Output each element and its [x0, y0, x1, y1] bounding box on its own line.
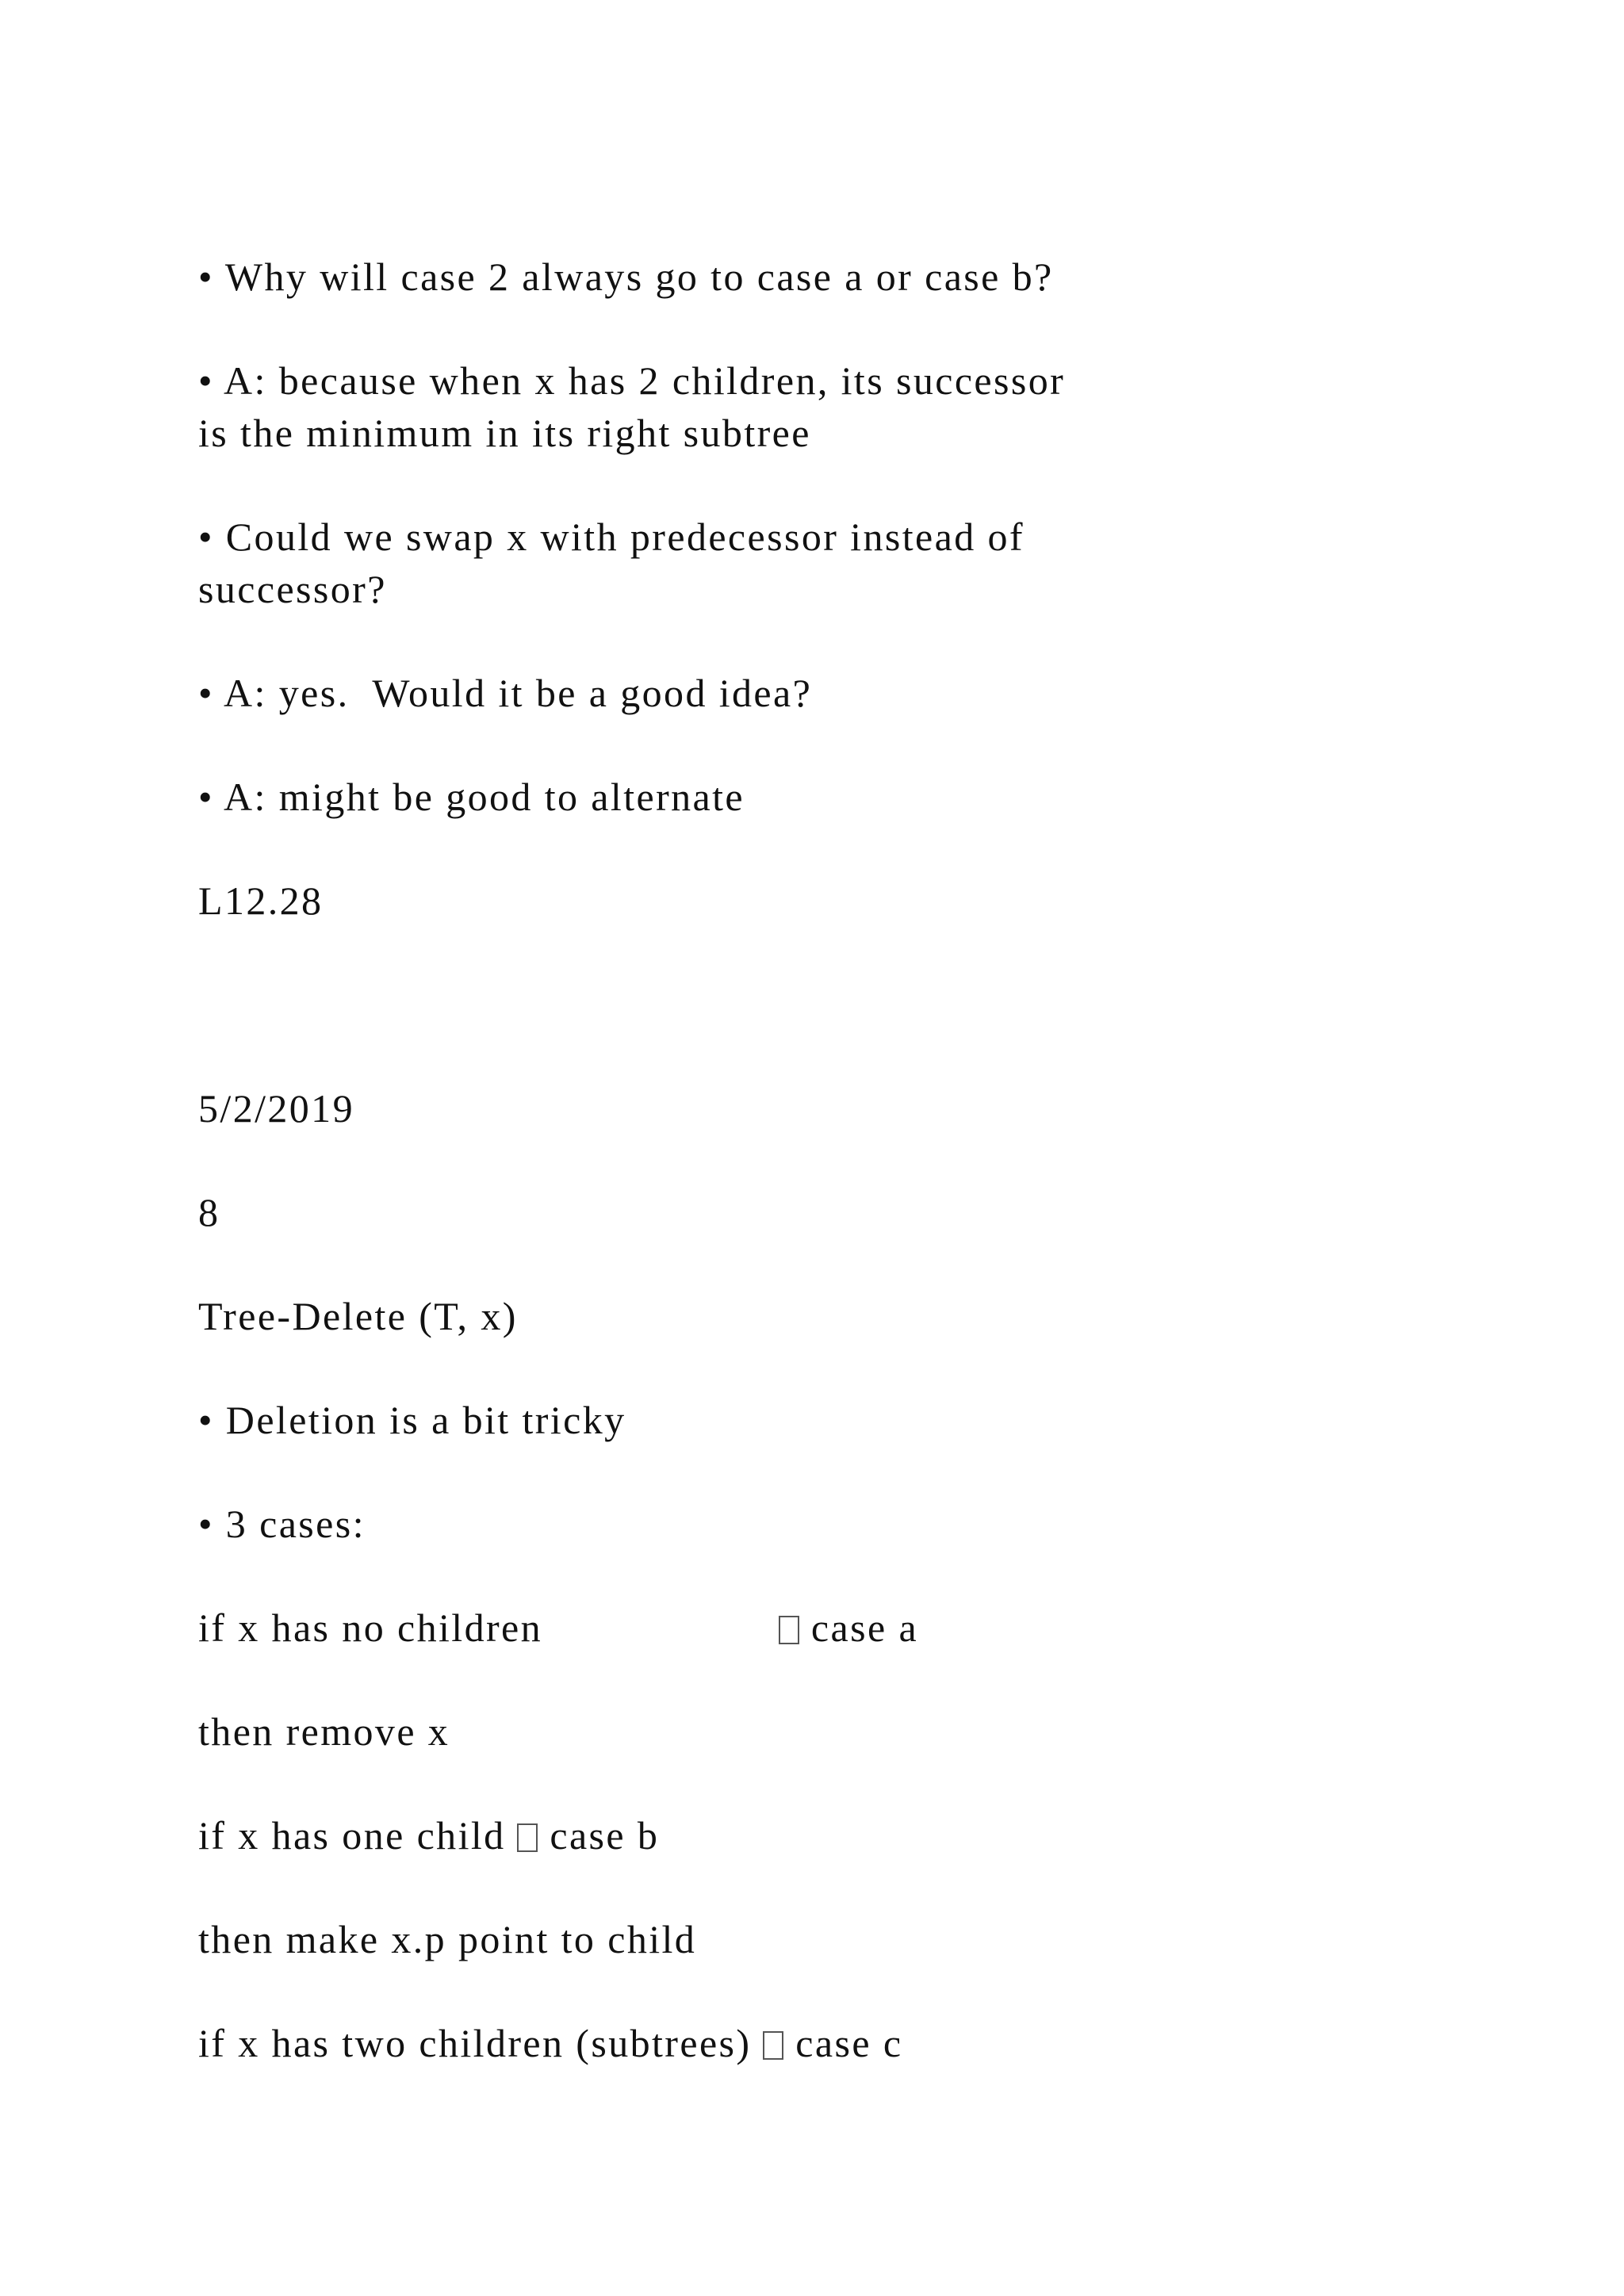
answer-yes: • A: yes. Would it be a good idea?	[198, 671, 813, 715]
case-b-condition-line	[198, 1809, 659, 1862]
slide-label: L12.28	[198, 878, 324, 923]
bullet-three-cases: • 3 cases:	[198, 1502, 366, 1546]
question-predecessor-line-1: • Could we swap x with predecessor instead of	[198, 515, 1025, 559]
answer-successor-line-2: is the minimum in its right subtree	[198, 411, 811, 455]
question-predecessor-line-2: successor?	[198, 567, 387, 611]
case-a-result: case a	[810, 1605, 919, 1650]
case-b-action: then make x.p point to child	[198, 1917, 697, 1961]
case-c-result: case c	[795, 2021, 903, 2065]
date: 5/2/2019	[198, 1086, 354, 1131]
answer-alternate: • A: might be good to alternate	[198, 775, 745, 819]
question-case-2: • Why will case 2 always go to case a or case b?	[198, 254, 1054, 299]
page-number: 8	[198, 1190, 220, 1234]
case-b-condition: if x has one child	[198, 1813, 506, 1858]
section-title: Tree-Delete (T, x)	[198, 1294, 518, 1338]
case-a-condition-line	[198, 1601, 918, 1654]
case-b-result: case b	[550, 1813, 660, 1858]
case-a-action: then remove x	[198, 1709, 450, 1754]
missing-glyph-icon	[779, 1616, 799, 1644]
missing-glyph-icon	[763, 2031, 783, 2060]
bullet-deletion-tricky: • Deletion is a bit tricky	[198, 1398, 626, 1442]
case-c-condition-line	[198, 2017, 902, 2069]
missing-glyph-icon	[517, 1823, 538, 1852]
answer-successor-line-1: • A: because when x has 2 children, its successor	[198, 358, 1066, 403]
case-c-condition: if x has two children (subtrees)	[198, 2021, 752, 2065]
case-a-condition: if x has no children	[198, 1605, 543, 1650]
